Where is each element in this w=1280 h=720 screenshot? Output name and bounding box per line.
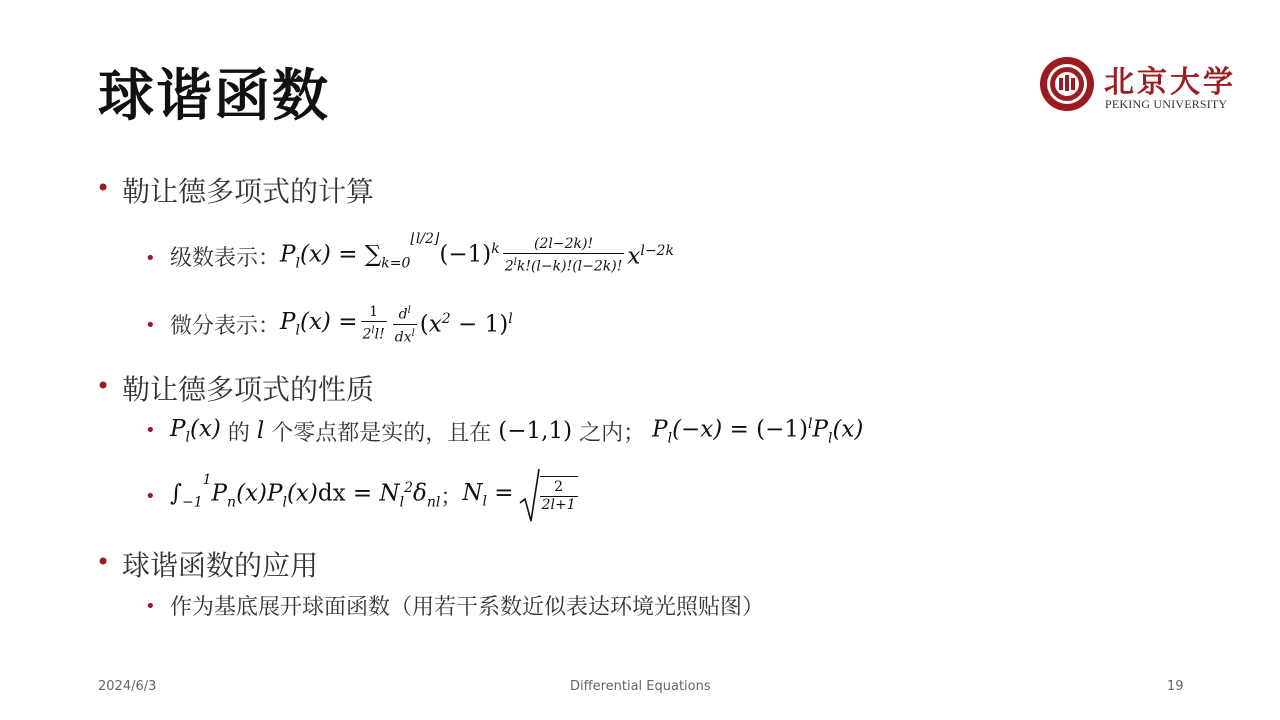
series-fraction: $\frac{(2l-2k)!}{2^lk!(l-k)!(l-2k)!}$ — [504, 236, 623, 275]
derivative-formula: $P_l(x)$ = — [280, 309, 358, 339]
bullet-icon: • — [96, 548, 111, 576]
bullet-icon: • — [96, 372, 111, 400]
sub-bullet-icon: • — [145, 486, 156, 507]
formula-series — [170, 228, 674, 284]
logo-chinese-name: 北京大学 — [1104, 65, 1236, 100]
sqrt-sign-icon — [518, 467, 540, 523]
sub-bullet-icon: • — [145, 248, 156, 269]
sub-bullet-icon: • — [145, 315, 156, 336]
formula-label: 级数表示： — [170, 245, 281, 271]
university-seal-icon — [1038, 55, 1096, 113]
formula-label: 微分表示： — [170, 313, 281, 339]
sub-bullet-icon: • — [145, 596, 156, 617]
property-zeros: $P_l(x)$ 的 l 个零点都是实的，且在 (−1,1) 之内； $P_l(-x) = (-1)^lP_l(x)$ — [170, 415, 864, 447]
series-power: $x^{l-2k}$ — [627, 242, 674, 270]
application-text: 作为基底展开球面函数（用若干系数近似表达环境光照贴图） — [170, 595, 765, 620]
footer-date: 2024/6/3 — [98, 679, 157, 694]
footer-course: Differential Equations — [570, 679, 711, 694]
logo-english-name: PEKING UNIVERSITY — [1105, 97, 1228, 111]
section-heading: 勒让德多项式的计算 — [122, 175, 375, 208]
section-heading: 球谐函数的应用 — [122, 549, 319, 582]
slide-title: 球谐函数 — [98, 63, 330, 129]
footer-page-number: 19 — [1167, 679, 1184, 694]
series-formula: $P_l(x) = \sum_{k=0}^{⌊l/2⌋}(-1)^k$ — [280, 230, 500, 272]
sub-bullet-icon: • — [145, 420, 156, 441]
bullet-icon: • — [96, 174, 111, 202]
formula-derivative: 微分表示： $P_l(x)$ = $\frac{1}{2^ll!}$ $\frac{d^l}{dx^l}$ $(x^2 - 1)^l$ — [170, 304, 513, 346]
section-heading: 勒让德多项式的性质 — [122, 373, 375, 406]
university-logo — [1038, 55, 1238, 115]
property-orthogonality: $\int_{-1}^1P_n(x)P_l(x)dx = N_l^2\delta_{nl}$ ； $N_l$ = $\frac{2}{2l+1}$ — [170, 466, 581, 524]
